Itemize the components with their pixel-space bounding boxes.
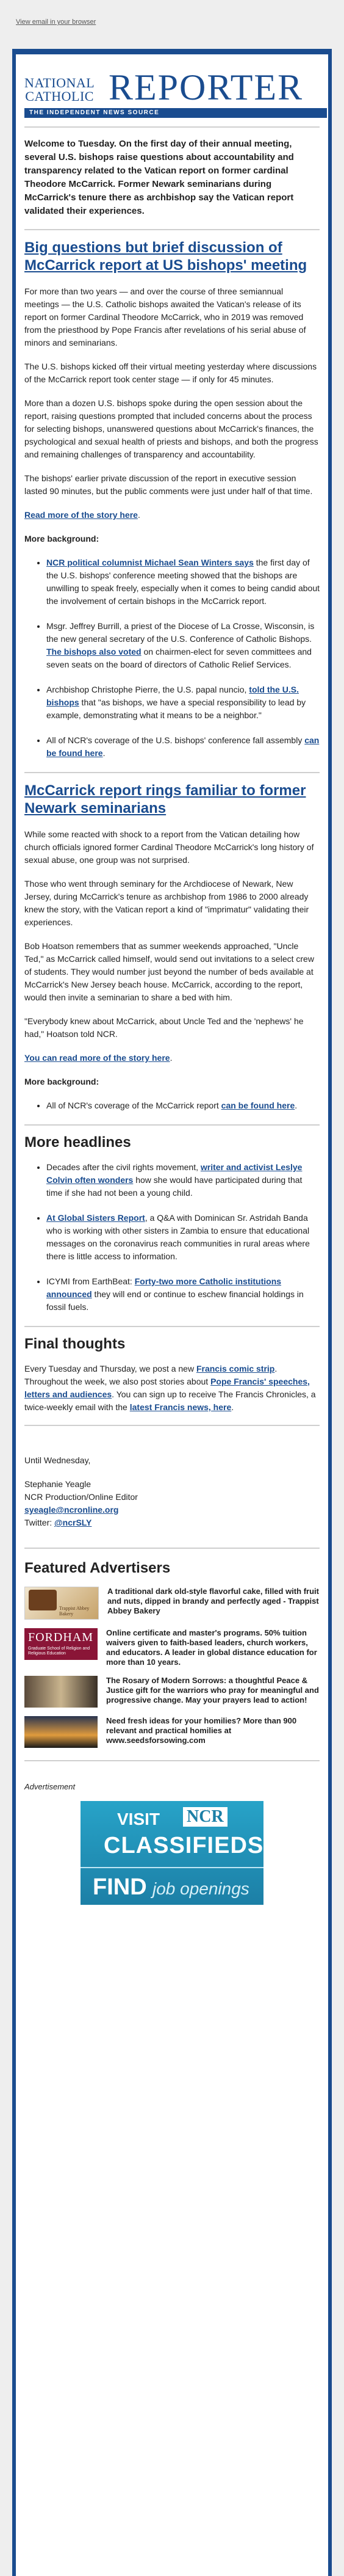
image-caption: FORDHAM bbox=[28, 1631, 94, 1644]
bullet-link[interactable]: Forty-two more Catholic institutions announced bbox=[46, 1276, 282, 1299]
story2-paragraph: Those who went through seminary for the Archdiocese of Newark, New Jersey, during McCarrick's tenure as archbishop from 1986 to 2000 already knew the story, with the Vatican report a kind of "imprimatur" validating their experiences. bbox=[24, 879, 309, 927]
story1-paragraph: The bishops' earlier private discussion of the report in executive session lasted 90 minutes, but the public comments were just under half of that time. bbox=[24, 473, 313, 496]
final-thoughts-text bbox=[24, 1363, 320, 1414]
bullet-text: Archbishop Christophe Pierre, the U.S. papal nuncio, bbox=[46, 685, 249, 694]
bullet-link[interactable]: writer and activist Leslye Colvin often wonders bbox=[46, 1162, 303, 1185]
list-item bbox=[46, 1212, 320, 1263]
masthead-tagline: THE INDEPENDENT NEWS SOURCE bbox=[24, 108, 327, 118]
list-item bbox=[46, 1275, 320, 1314]
list-item bbox=[46, 620, 320, 671]
rosary-ad-image[interactable] bbox=[24, 1676, 98, 1708]
twitter-link[interactable]: @ncrSLY bbox=[54, 1518, 92, 1527]
intro-text: Welcome to Tuesday. On the first day of their annual meeting, several U.S. bishops raise questions about accountability and transparency related to the Vatican report on former cardinal Theodore McCarrick. Former Newark seminarians during McCarrick's tenure there as archbishop say the Vatican report validated their experiences. bbox=[24, 137, 320, 230]
bullet-link[interactable]: At Global Sisters Report bbox=[46, 1213, 145, 1223]
bullet-text: , a Q&A with Dominican Sr. Astridah Banda who is working with other sisters in Zambia to ensure that educational messages on the coronavirus reach communities in rural areas where there is little access to information. bbox=[46, 1213, 310, 1261]
signoff-name: Stephanie Yeagle bbox=[24, 1479, 91, 1489]
list-item bbox=[46, 734, 320, 760]
list-item bbox=[46, 683, 320, 722]
image-caption: Trappist Abbey Bakery bbox=[59, 1606, 90, 1617]
bullet-text: they will end or continue to eschew financial holdings in fossil fuels. bbox=[46, 1289, 304, 1312]
bullet-text: that "as bishops, we have a special responsibility to lead by example, demonstrating what it means to be a neighbor." bbox=[46, 697, 306, 720]
featured-advertisers-title: Featured Advertisers bbox=[24, 1560, 171, 1576]
text: . bbox=[231, 1402, 234, 1412]
advertiser-row[interactable] bbox=[24, 1628, 320, 1667]
signoff-email-link[interactable]: syeagle@ncronline.org bbox=[24, 1505, 119, 1515]
story1-background-list bbox=[24, 556, 320, 760]
masthead bbox=[24, 65, 320, 128]
story2-paragraph: Bob Hoatson remembers that as summer weekends approached, "Uncle Ted," as McCarrick called himself, would send out invitations to a select crew of students. They would number just beyond the number of beds available at McCarrick's New Jersey beach house. McCarrick, according to the report, would then invite a seminarian to share a bed with him. bbox=[24, 941, 314, 1002]
story2-paragraph: While some reacted with shock to a report from the Vatican detailing how church officials ignored former Cardinal Theodore McCarrick's long history of sexual abuse, one group was not surprised. bbox=[24, 829, 314, 865]
divider bbox=[24, 1425, 320, 1426]
bullet-link[interactable]: The bishops also voted bbox=[46, 647, 142, 657]
divider bbox=[24, 772, 320, 773]
advertiser-row[interactable] bbox=[24, 1716, 320, 1748]
classified-visit: VISIT bbox=[117, 1810, 160, 1828]
story2-read-more-link[interactable]: You can read more of the story here bbox=[24, 1053, 170, 1063]
story1-paragraph: More than a dozen U.S. bishops spoke during the open session about the report, raising questions prompted that included concerns about the process for selecting bishops, unanswered questions about McCarrick's finances, the psychological and sexual health of priests and bishops, and both the progress and remaining challenges of transparency and accountability. bbox=[24, 398, 318, 459]
period: . bbox=[137, 510, 140, 520]
ncr-classifieds-banner[interactable] bbox=[81, 1801, 263, 1905]
classified-title: CLASSIFIEDS bbox=[104, 1833, 263, 1858]
divider bbox=[24, 1124, 320, 1126]
headlines-list bbox=[24, 1161, 320, 1314]
advertiser-text[interactable]: Need fresh ideas for your homilies? More than 900 relevant and practical homilies at www.seedsforsowing.com bbox=[106, 1716, 297, 1745]
period: . bbox=[170, 1053, 173, 1063]
classified-job-openings: job openings bbox=[152, 1879, 249, 1898]
masthead-title[interactable]: REPORTER bbox=[109, 67, 304, 107]
divider bbox=[24, 1548, 320, 1549]
bullet-text: . bbox=[295, 1101, 298, 1110]
classified-find: FIND bbox=[93, 1874, 147, 1900]
list-item bbox=[46, 556, 320, 608]
preheader bbox=[0, 0, 344, 35]
bullet-link[interactable]: told the U.S. bishops bbox=[46, 685, 299, 707]
bullet-link[interactable]: can be found here bbox=[221, 1101, 295, 1110]
story1-paragraph: For more than two years — and over the course of three semiannual meetings — the U.S. Catholic bishops awaited the Vatican's release of its report on former Cardinal Theodore McCarrick, who in 2019 was removed from the priesthood by Pope Francis after revelations of his serial abuse of minors and seminarians. bbox=[24, 286, 306, 347]
bullet-text: Msgr. Jeffrey Burrill, a priest of the Diocese of La Crosse, Wisconsin, is the new general secretary of the U.S. Conference of Catholic Bishops. bbox=[46, 621, 315, 644]
advertisement-label: Advertisement bbox=[24, 1782, 76, 1791]
story2-background-list bbox=[24, 1099, 320, 1112]
bullet-text: Decades after the civil rights movement, bbox=[46, 1162, 201, 1172]
story2-background-label: More background: bbox=[24, 1077, 99, 1086]
twitter-label: Twitter: bbox=[24, 1518, 55, 1527]
advertiser-text[interactable]: A traditional dark old-style flavorful cake, filled with fruit and nuts, dipped in brandy and perfectly aged - Trappist Abbey Bakery bbox=[107, 1587, 319, 1615]
pope-francis-link[interactable]: Pope Francis' speeches, letters and audiences bbox=[24, 1377, 310, 1399]
image-subcaption: Graduate School of Religion and Religious Education bbox=[28, 1646, 90, 1656]
story1-paragraph: The U.S. bishops kicked off their virtual meeting yesterday where discussions of the McCarrick report took center stage — if only for 45 minutes. bbox=[24, 362, 317, 384]
bullet-text: All of NCR's coverage of the U.S. bishops' conference fall assembly bbox=[46, 735, 305, 745]
list-item bbox=[46, 1161, 320, 1199]
advertiser-row[interactable] bbox=[24, 1587, 320, 1620]
masthead-line2: CATHOLIC bbox=[25, 89, 94, 104]
advertiser-row[interactable] bbox=[24, 1676, 320, 1708]
bullet-text: on chairmen-elect for seven committees and seven seats on the board of directors of Catholic Relief Services. bbox=[46, 647, 312, 669]
fruitcake-ad-image[interactable] bbox=[24, 1587, 99, 1620]
final-thoughts-title: Final thoughts bbox=[24, 1336, 126, 1352]
bullet-link[interactable]: NCR political columnist Michael Sean Winters says bbox=[46, 558, 254, 567]
more-headlines-title: More headlines bbox=[24, 1134, 131, 1151]
story2-paragraph: "Everybody knew about McCarrick, about Uncle Ted and the 'nephews' he had," Hoatson told NCR. bbox=[24, 1016, 304, 1039]
bullet-text: the first day of the U.S. bishops' conference meeting showed that the bishops are unwilling to speak freely, especially when it comes to being candid about the involvement of certain bishops in the McCarrick report. bbox=[46, 558, 320, 606]
text: Every Tuesday and Thursday, we post a new bbox=[24, 1364, 196, 1374]
story1-read-more-link[interactable]: Read more of the story here bbox=[24, 510, 138, 520]
story1-background-label: More background: bbox=[24, 534, 99, 544]
bullet-text: . bbox=[102, 748, 106, 758]
classified-rule bbox=[81, 1867, 263, 1868]
masthead-logo-left[interactable] bbox=[24, 76, 95, 103]
signoff-role: NCR Production/Online Editor bbox=[24, 1492, 138, 1502]
story1-headline[interactable]: Big questions but brief discussion of McCarrick report at US bishops' meeting bbox=[24, 239, 307, 274]
story2-headline[interactable]: McCarrick report rings familiar to former Newark seminarians bbox=[24, 782, 306, 817]
classified-ncr: NCR bbox=[183, 1807, 228, 1827]
bullet-text: All of NCR's coverage of the McCarrick report bbox=[46, 1101, 221, 1110]
francis-news-signup-link[interactable]: latest Francis news, here bbox=[129, 1402, 232, 1412]
bullet-text: how she would have participated during that time if she had not been a young child. bbox=[46, 1175, 303, 1198]
masthead-line1: NATIONAL bbox=[24, 75, 95, 90]
bullet-link[interactable]: can be found here bbox=[46, 735, 320, 758]
view-in-browser-link[interactable]: View email in your browser bbox=[16, 18, 96, 26]
text: . You can sign up to receive The Francis Chronicles, a twice-weekly email with the bbox=[24, 1389, 316, 1412]
signoff-until: Until Wednesday, bbox=[24, 1455, 91, 1465]
advertiser-text[interactable]: Online certificate and master's programs. 50% tuition waivers given to faith-based leaders, church workers, and educators. A leader in global distance education for more than 10 years. bbox=[106, 1628, 317, 1667]
list-item bbox=[46, 1099, 320, 1112]
text: . Throughout the week, we also post stories about bbox=[24, 1364, 278, 1386]
francis-comic-link[interactable]: Francis comic strip bbox=[196, 1364, 275, 1374]
fordham-ad-image[interactable] bbox=[24, 1628, 98, 1660]
signoff bbox=[24, 1454, 320, 1529]
email-card bbox=[12, 49, 332, 2576]
divider bbox=[24, 1760, 320, 1761]
advertiser-text[interactable]: The Rosary of Modern Sorrows: a thoughtful Peace & Justice gift for the warriors who pray for meaningful and progressive change. May your prayers lead to action! bbox=[106, 1676, 319, 1705]
divider bbox=[24, 1326, 320, 1327]
bullet-text: ICYMI from EarthBeat: bbox=[46, 1276, 135, 1286]
homilies-ad-image[interactable] bbox=[24, 1716, 98, 1748]
